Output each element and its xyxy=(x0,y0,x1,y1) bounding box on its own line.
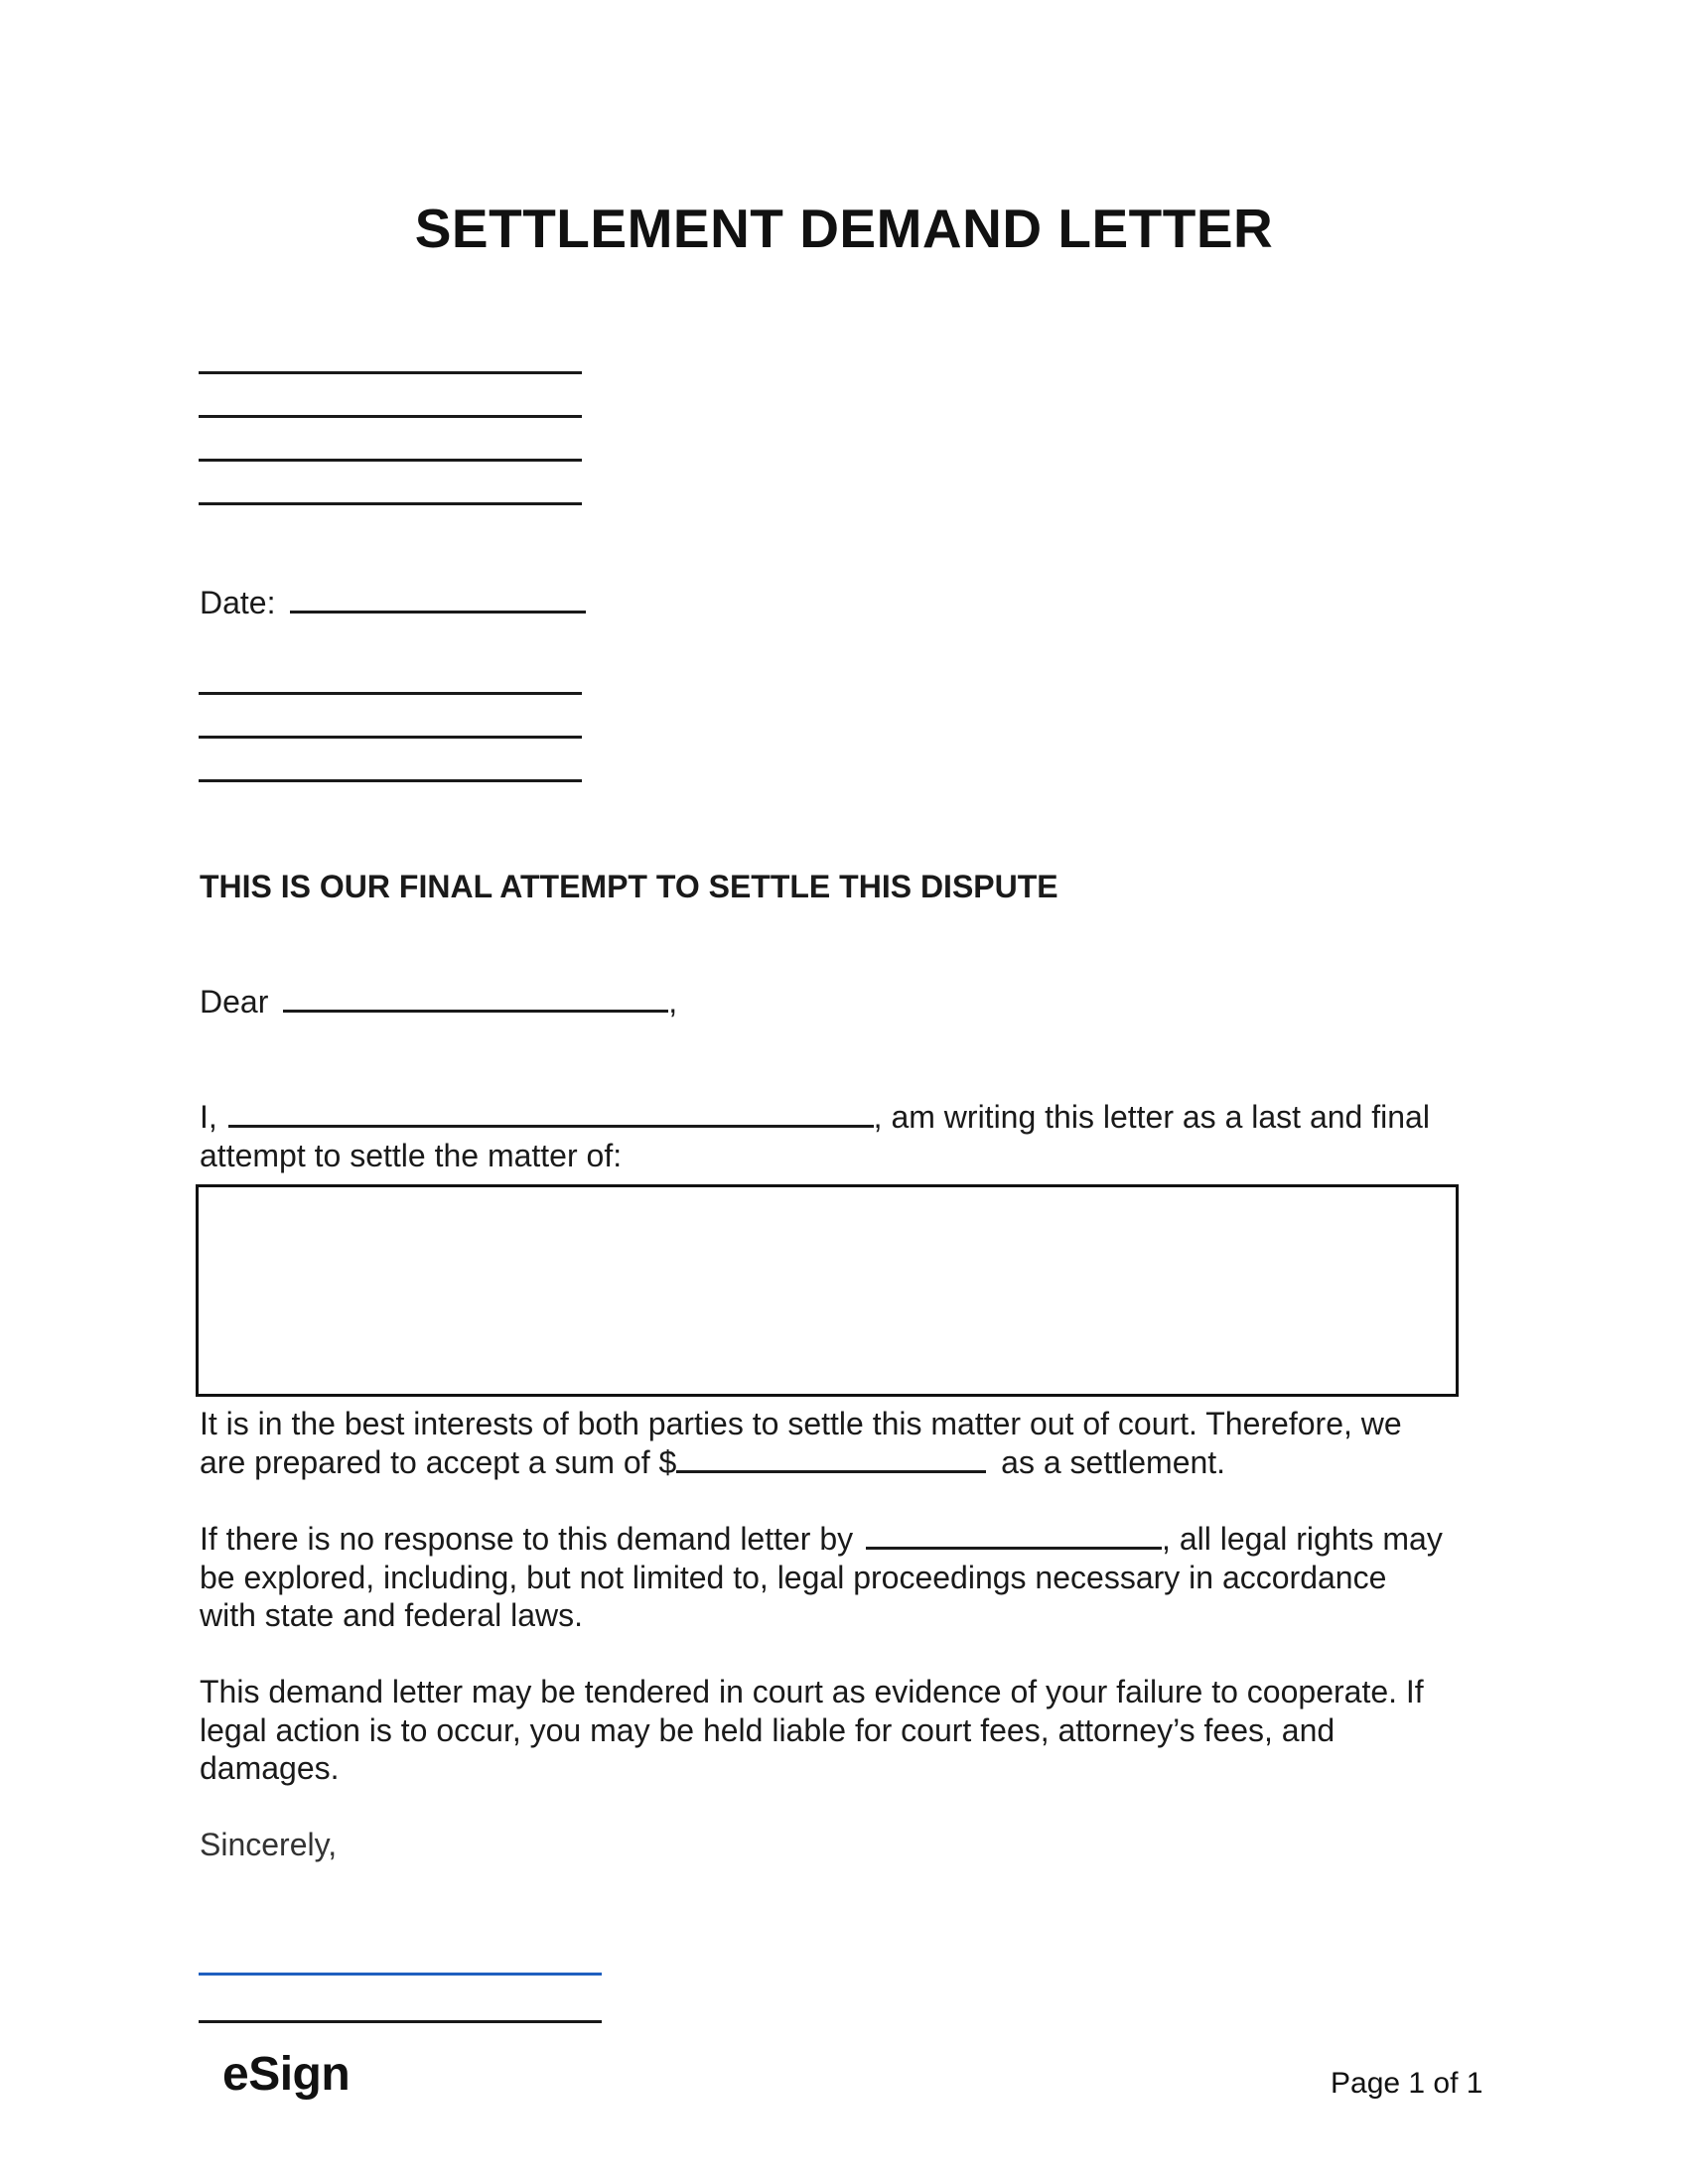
sender-address-line[interactable] xyxy=(199,459,582,462)
recipient-address-line[interactable] xyxy=(199,736,582,739)
sender-name-blank[interactable] xyxy=(228,1101,874,1128)
intro-line-2: attempt to settle the matter of: xyxy=(200,1137,623,1173)
response-line-1-suffix: , all legal rights may xyxy=(1162,1521,1443,1557)
signature-line[interactable] xyxy=(199,1973,602,1976)
evidence-paragraph xyxy=(200,1673,1490,1788)
date-field xyxy=(200,584,586,621)
evidence-line-3: damages. xyxy=(200,1750,340,1786)
response-line-1-prefix: If there is no response to this demand letter by xyxy=(200,1521,854,1557)
evidence-line-1: This demand letter may be tendered in court as evidence of your failure to cooperate. If xyxy=(200,1674,1424,1709)
response-paragraph xyxy=(200,1520,1490,1635)
response-line-3: with state and federal laws. xyxy=(200,1597,583,1633)
recipient-name-blank[interactable] xyxy=(283,986,668,1013)
response-line-2: be explored, including, but not limited to, legal proceedings necessary in accordance xyxy=(200,1559,1387,1595)
response-deadline-blank[interactable] xyxy=(866,1523,1162,1550)
date-label: Date: xyxy=(200,585,276,620)
salutation-prefix: Dear xyxy=(200,984,269,1020)
salutation-suffix: , xyxy=(668,984,678,1020)
intro-paragraph xyxy=(200,1098,1490,1174)
printed-name-line[interactable] xyxy=(199,2020,602,2023)
closing: Sincerely, xyxy=(200,1827,338,1862)
recipient-address-line[interactable] xyxy=(199,692,582,695)
settlement-paragraph xyxy=(200,1405,1490,1481)
salutation xyxy=(200,983,677,1021)
settlement-line-2-suffix: as a settlement. xyxy=(1001,1443,1226,1480)
sender-address-line[interactable] xyxy=(199,502,582,505)
recipient-address-line[interactable] xyxy=(199,779,582,782)
esign-logo: eSign xyxy=(222,2048,351,2101)
final-attempt-heading: THIS IS OUR FINAL ATTEMPT TO SETTLE THIS DISPUTE xyxy=(200,869,1058,904)
settlement-line-2-prefix: are prepared to accept a sum of $ xyxy=(200,1443,677,1480)
intro-prefix: I, xyxy=(200,1099,217,1135)
evidence-line-2: legal action is to occur, you may be held liable for court fees, attorney’s fees, and xyxy=(200,1711,1336,1748)
settlement-amount-blank[interactable] xyxy=(676,1446,986,1473)
document-title: SETTLEMENT DEMAND LETTER xyxy=(414,198,1274,259)
page-number: Page 1 of 1 xyxy=(1331,2067,1483,2100)
settlement-line-1: It is in the best interests of both parties to settle this matter out of court. Therefore, we xyxy=(200,1406,1402,1441)
intro-suffix: , am writing this letter as a last and final xyxy=(873,1099,1430,1135)
sender-address-line[interactable] xyxy=(199,415,582,418)
date-blank[interactable] xyxy=(290,587,586,614)
matter-description-box[interactable] xyxy=(196,1184,1459,1397)
sender-address-line[interactable] xyxy=(199,371,582,374)
